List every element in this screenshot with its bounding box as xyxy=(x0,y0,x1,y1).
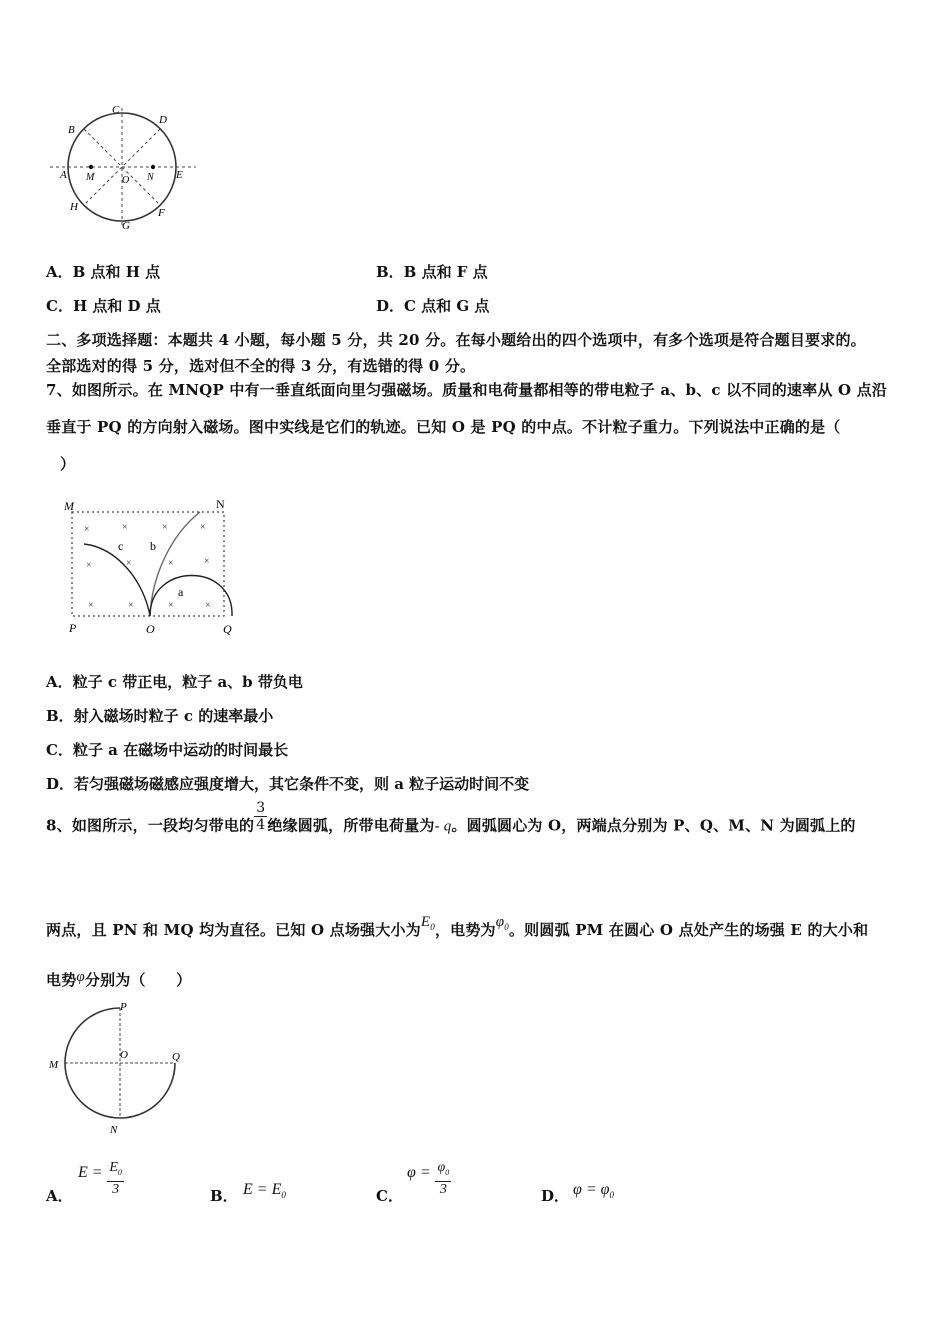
q7-label-n: N xyxy=(216,497,225,511)
q7-option-b[interactable]: B．射入磁场时粒子 c 的速率最小 xyxy=(46,707,274,725)
q8-option-c-label[interactable]: C． xyxy=(376,1187,403,1205)
q8-stem-line1-start: 8、如图所示，一段均匀带电的 xyxy=(46,816,255,835)
fig1-label-o: O xyxy=(122,175,130,186)
q8-label-o: O xyxy=(120,1049,128,1061)
q6-option-b[interactable]: B．B 点和 F 点 xyxy=(376,263,488,281)
option-c-numerator-subscript: 0 xyxy=(445,1167,450,1177)
q7-label-c: c xyxy=(118,539,124,553)
fraction-numerator xyxy=(435,1160,451,1182)
q7-option-d[interactable]: D．若匀强磁场磁感应强度增大，其它条件不变，则 a 粒子运动时间不变 xyxy=(46,775,530,793)
q8-option-d-label[interactable]: D． xyxy=(541,1187,570,1205)
option-a-lhs: E = xyxy=(78,1163,103,1181)
q7-stem-line1: 7、如图所示。在 MNQP 中有一垂直纸面向里匀强磁场。质量和电荷量都相等的带电粒子 a、b、c 以不同的速率从 O 点沿 xyxy=(46,381,888,399)
q7-trajectory-a xyxy=(150,576,232,617)
q7-label-b: b xyxy=(150,539,156,553)
q8-stem-line3-start: 电势 xyxy=(46,971,77,989)
figure-charged-arc xyxy=(44,998,194,1138)
field-mark: × xyxy=(122,522,128,533)
q7-field-marks xyxy=(84,522,211,611)
option-b-subscript: 0 xyxy=(281,1190,286,1201)
phi0-symbol: φ xyxy=(495,914,505,930)
q7-label-m: M xyxy=(64,499,74,513)
q8-stem-line1-end: 。圆弧圆心为 O，两端点分别为 P、Q、M、N 为圆弧上的 xyxy=(451,816,856,835)
field-e0-subscript: 0 xyxy=(430,922,435,932)
fig1-label-a: A xyxy=(60,169,67,181)
q8-stem-line3-end: 分别为（ ） xyxy=(84,971,192,989)
q7-stem-line2: 垂直于 PQ 的方向射入磁场。图中实线是它们的轨迹。已知 O 是 PQ 的中点。不计粒子重力。下列说法中正确的是（ xyxy=(46,418,841,436)
option-a-numerator: E xyxy=(109,1160,118,1175)
potential-phi0 xyxy=(496,914,509,930)
q8-stem-line1 xyxy=(46,800,856,843)
charge-minus-q: - q xyxy=(434,818,452,835)
fig1-label-e: E xyxy=(176,169,183,181)
option-c-lhs: φ = xyxy=(407,1163,431,1181)
option-c-numerator: φ xyxy=(437,1160,446,1175)
figure-circle-points xyxy=(44,98,204,233)
field-mark: × xyxy=(86,560,92,571)
fig1-label-c: C xyxy=(112,104,120,116)
field-mark: × xyxy=(168,600,174,611)
field-mark: × xyxy=(168,558,174,569)
q8-option-b-label[interactable]: B． xyxy=(210,1187,238,1205)
q8-option-d-expr[interactable] xyxy=(573,1181,614,1200)
fraction-numerator xyxy=(107,1160,124,1182)
q7-label-o: O xyxy=(146,622,155,636)
fig1-label-h: H xyxy=(70,201,78,213)
fraction-numerator: 3 xyxy=(256,800,266,816)
fig1-label-n: N xyxy=(147,172,154,183)
three-quarters-fraction xyxy=(254,800,267,833)
q8-label-m: M xyxy=(49,1059,59,1071)
fig1-point-n xyxy=(151,165,155,169)
q8-option-a-label[interactable]: A． xyxy=(46,1187,73,1205)
figure-magnetic-field xyxy=(60,490,240,640)
q8-stem-line2-end: 。则圆弧 PM 在圆心 O 点处产生的场强 E 的大小和 xyxy=(508,921,869,939)
potential-phi: φ xyxy=(76,969,85,985)
fig1-label-d: D xyxy=(159,114,167,126)
field-mark: × xyxy=(84,524,90,535)
q8-stem-line2 xyxy=(46,914,869,941)
q8-label-n: N xyxy=(110,1124,118,1136)
q6-option-d[interactable]: D．C 点和 G 点 xyxy=(376,297,490,315)
field-mark: × xyxy=(162,522,168,533)
q7-option-c[interactable]: C．粒子 a 在磁场中运动的时间最长 xyxy=(46,741,289,759)
option-c-fraction xyxy=(435,1160,451,1198)
field-mark: × xyxy=(200,522,206,533)
option-a-numerator-subscript: 0 xyxy=(117,1167,122,1177)
field-mark: × xyxy=(88,600,94,611)
phi0-subscript: 0 xyxy=(504,922,509,932)
q7-label-q: Q xyxy=(223,622,232,636)
fig1-label-m: M xyxy=(86,172,95,183)
q8-stem-line3 xyxy=(46,969,191,990)
section2-instructions-line2: 全部选对的得 5 分，选对但不全的得 3 分，有选错的得 0 分。 xyxy=(46,357,476,375)
q7-stem-line3: ） xyxy=(60,455,76,473)
field-mark: × xyxy=(128,600,134,611)
q8-option-a-expr[interactable] xyxy=(78,1160,124,1198)
q8-stem-line1-mid: 绝缘圆弧，所带电荷量为 xyxy=(267,816,435,835)
q8-option-c-expr[interactable] xyxy=(407,1160,451,1198)
fraction-denominator: 3 xyxy=(112,1181,120,1197)
option-a-fraction xyxy=(107,1160,124,1198)
option-d-subscript: 0 xyxy=(609,1190,614,1201)
q7-trajectory-c xyxy=(84,544,150,616)
fig1-label-g: G xyxy=(122,220,130,232)
q6-option-c[interactable]: C．H 点和 D 点 xyxy=(46,297,161,315)
fraction-denominator: 4 xyxy=(256,817,266,833)
q8-label-q: Q xyxy=(172,1051,180,1063)
q8-option-b-expr[interactable] xyxy=(243,1181,286,1200)
section2-instructions-line1: 二、多项选择题：本题共 4 小题，每小题 5 分，共 20 分。在每小题给出的四个选项中，有多个选项是符合题目要求的。 xyxy=(46,331,866,349)
q7-option-a[interactable]: A．粒子 c 带正电，粒子 a、b 带负电 xyxy=(46,673,303,691)
q8-stem-line2-mid: ，电势为 xyxy=(434,921,496,939)
q6-option-a[interactable]: A．B 点和 H 点 xyxy=(46,263,161,281)
fig1-point-m xyxy=(89,165,93,169)
option-b-expression: E = E xyxy=(243,1181,282,1198)
fig1-label-b: B xyxy=(68,124,75,136)
q7-label-a: a xyxy=(178,585,184,599)
fraction-denominator: 3 xyxy=(439,1181,447,1197)
field-mark: × xyxy=(126,558,132,569)
q8-label-p: P xyxy=(120,1001,127,1013)
q7-trajectory-b xyxy=(150,512,200,616)
q8-stem-line2-start: 两点，且 PN 和 MQ 均为直径。已知 O 点场强大小为 xyxy=(46,921,421,939)
option-d-expression: φ = φ xyxy=(573,1181,610,1198)
field-mark: × xyxy=(205,600,211,611)
field-e0 xyxy=(421,914,435,930)
fig1-label-f: F xyxy=(158,207,165,219)
field-e0-symbol: E xyxy=(420,914,431,930)
field-mark: × xyxy=(204,556,210,567)
q7-label-p: P xyxy=(69,621,77,635)
